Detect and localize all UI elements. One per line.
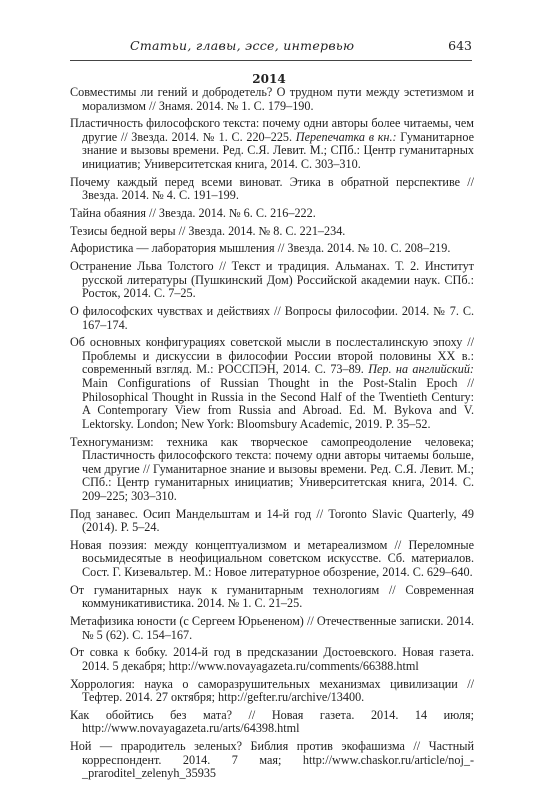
entry-text: Тайна обаяния // Звезда. 2014. № 6. С. 216–222. xyxy=(70,206,316,221)
bibliography-entry xyxy=(70,86,474,113)
bibliography-entry xyxy=(70,436,474,504)
bibliography-entry xyxy=(70,709,474,736)
header-title: Статьи, главы, эссе, интервью xyxy=(130,38,355,53)
entry-text: От совка к бобку. 2014-й год в предсказании Достоевского. Новая газета. 2014. 5 декабря; http://www.novayagazeta.ru/comments/66388.html xyxy=(70,645,474,673)
bibliography-entry xyxy=(70,539,474,580)
entry-text: От гуманитарных наук к гуманитарным технологиям // Современная коммуникативистика. 2014. № 1. С. 21–25. xyxy=(70,582,474,611)
entry-text: О философских чувствах и действиях // Вопросы философии. 2014. № 7. С. 167–174. xyxy=(70,303,474,332)
year-heading: 2014 xyxy=(252,72,286,86)
entry-text: Тезисы бедной веры // Звезда. 2014. № 8. С. 221–234. xyxy=(70,223,346,238)
bibliography-entry xyxy=(70,615,474,642)
entry-text: Почему каждый перед всеми виноват. Этика в обратной перспективе // Звезда. 2014. № 4. С. 191–199. xyxy=(70,174,474,203)
bibliography-list xyxy=(70,86,474,785)
page-number: 643 xyxy=(448,38,472,53)
bibliography-entry xyxy=(70,646,474,673)
bibliography-entry xyxy=(70,336,474,431)
bibliography-entry xyxy=(70,740,474,781)
entry-text-continued: Main Configurations of Russian Thought in the Post-Stalin Epoch // Philosophical Thought in Russia in the Second Half of the Twentieth Century: A Contemporary View from Russia and Abroad. Ed. M. Bykova and V. Lektorsky. London; New York: Bloomsbury Academic, 2019. P. 35–52. xyxy=(82,376,474,431)
entry-italic-note: Пер. на английский: xyxy=(368,362,474,377)
bibliography-entry xyxy=(70,584,474,611)
bibliography-entry xyxy=(70,176,474,203)
bibliography-entry xyxy=(70,305,474,332)
entry-text: Совместимы ли гений и добродетель? О трудном пути между эстетизмом и морализмом // Знамя. 2014. № 1. С. 179–190. xyxy=(70,85,474,113)
bibliography-entry xyxy=(70,242,474,256)
entry-italic-note: Перепечатка в кн.: xyxy=(295,129,397,144)
entry-text: Техногуманизм: техника как творческое самопреодоление человека; Пластичность философского текста: почему одни авторы читаемы больше, чем другие // Гуманитарное знание и вызовы времени. Ред. С.Я. Левит. М.; СПб.: Центр гуманитарных инициатив; Университетская книга, 2014. С. 209–225; 303–310. xyxy=(70,434,474,503)
entry-text: Об основных конфигурациях советской мысли в послесталинскую эпоху // Проблемы и дискуссии в философии России второй половины XX в.: современный взгляд. М.: РОССПЭН, 2014. С. 73–89. xyxy=(70,335,474,377)
bibliography-entry xyxy=(70,508,474,535)
running-header xyxy=(70,38,472,61)
bibliography-entry xyxy=(70,260,474,301)
entry-text-continued: Гуманитарное знание и вызовы времени. Ред. С.Я. Левит. М.; СПб.: Центр гуманитарных инициатив; Университетская книга, 2014. С. 303–310. xyxy=(82,129,474,172)
entry-text: Как обойтись без мата? // Новая газета. 2014. 14 июля; http://www.novayagazeta.ru/arts/64398.html xyxy=(70,707,474,736)
entry-text: Пластичность философского текста: почему одни авторы более читаемы, чем другие // Звезда. 2014. № 1. С. 220–225. xyxy=(70,116,474,144)
entry-text: Остранение Льва Толстого // Текст и традиция. Альманах. Т. 2. Институт русской литературы (Пушкинский Дом) Российской академии наук. СПб.: Росток, 2014. С. 7–25. xyxy=(70,259,474,301)
bibliography-entry xyxy=(70,225,474,239)
bibliography-entry xyxy=(70,207,474,221)
entry-text: Под занавес. Осип Мандельштам и 14-й год // Toronto Slavic Quarterly, 49 (2014). P. 5–24. xyxy=(70,506,474,535)
entry-text: Новая поэзия: между концептуализмом и метареализмом // Переломные восьмидесятые в неофициальном советском искусстве. Сб. материалов. Сост. Г. Кизевальтер. М.: Новое литературное обозрение, 2014. С. 629–640. xyxy=(70,537,474,580)
bibliography-entry xyxy=(70,117,474,171)
entry-text: Ной — прародитель зеленых? Библия против экофашизма // Частный корреспондент. 2014. 7 мая; http://www.chaskor.ru/article/noj_-_praroditel_zelenyh_35935 xyxy=(70,739,474,781)
entry-text: Метафизика юности (с Сергеем Юрьененом) // Отечественные записки. 2014. № 5 (62). С. 154–167. xyxy=(70,614,474,642)
entry-text: Хоррология: наука о саморазрушительных механизмах цивилизации // Тефтер. 2014. 27 октября; http://gefter.ru/archive/13400. xyxy=(70,676,474,705)
bibliography-entry xyxy=(70,678,474,705)
entry-text: Афористика — лаборатория мышления // Звезда. 2014. № 10. С. 208–219. xyxy=(70,241,451,256)
